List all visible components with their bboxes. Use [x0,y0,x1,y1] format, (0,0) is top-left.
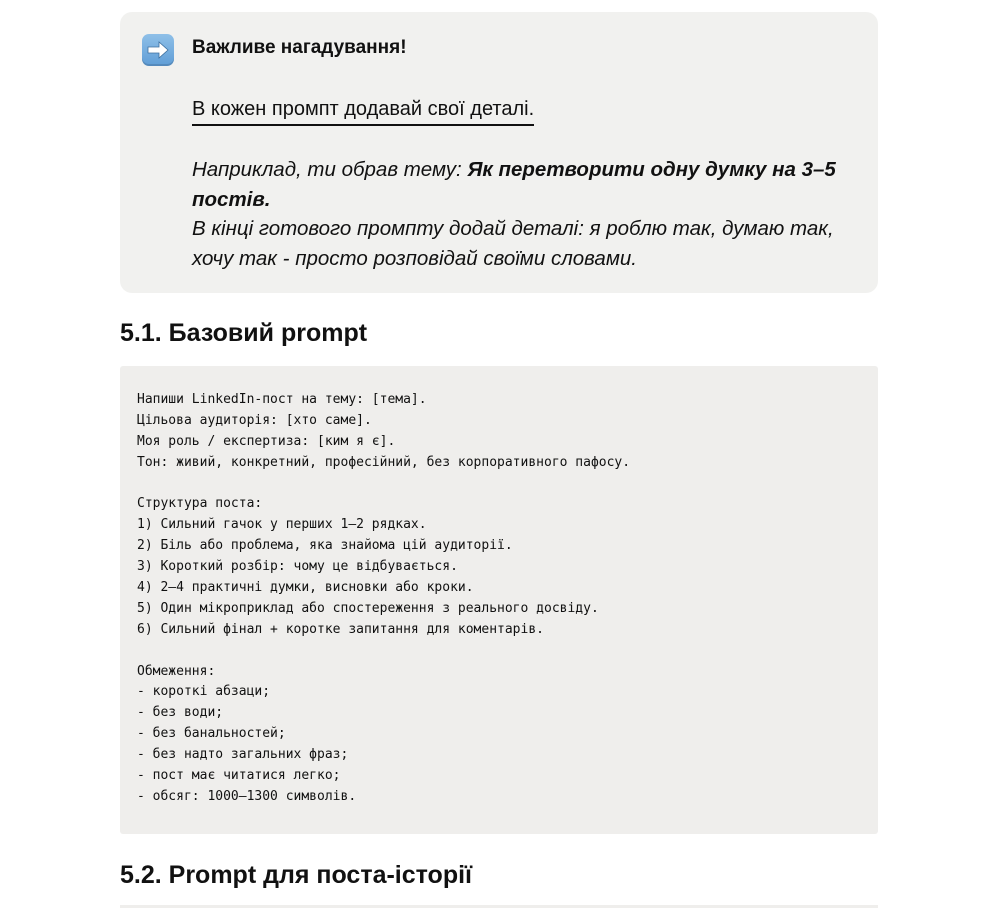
code-line: 4) 2–4 практичні думки, висновки або кроки. [137,580,474,596]
callout-title: Важливе нагадування! [192,37,407,58]
code-block-basic-prompt[interactable] [120,366,878,834]
code-line: Структура поста: [137,496,263,512]
reminder-callout [120,12,878,293]
example-prefix: Наприклад, ти обрав тему: [192,158,468,181]
code-line: - пост має читатися легко; [137,768,341,784]
section-heading-basic-prompt: 5.1. Базовий prompt [120,319,368,347]
callout-tip: В кожен промпт додавай свої деталі. [192,96,534,126]
code-line [137,641,862,662]
code-line: 2) Біль або проблема, яка знайома цій аудиторії. [137,538,513,554]
code-line: Напиши LinkedIn-пост на тему: [тема]. [137,392,427,407]
callout-example [192,155,852,273]
code-line: Обмеження: [137,663,216,679]
code-line: - короткі абзаци; [137,684,271,700]
example-rest: В кінці готового промпту додай деталі: я роблю так, думаю так, хочу так - просто розповідай своїми словами. [192,217,834,270]
code-line: 5) Один мікроприклад або спостереження з реального досвіду. [137,600,599,616]
code-line: - обсяг: 1000–1300 символів. [137,788,357,804]
code-line: 6) Сильний фінал + коротке запитання для коментарів. [137,621,544,637]
code-line: 1) Сильний гачок у перших 1–2 рядках. [137,517,427,533]
code-line: Моя роль / експертиза: [ким я є]. [137,433,396,449]
code-line: Цільова аудиторія: [хто саме]. [137,412,372,428]
code-line: - без води; [137,705,224,721]
section-heading-story-prompt: 5.2. Prompt для поста-історії [120,861,473,889]
code-line: 3) Короткий розбір: чому це відбувається. [137,559,458,575]
code-line [137,474,862,495]
code-line: - без надто загальних фраз; [137,747,349,763]
code-line: Тон: живий, конкретний, професійний, без корпоративного пафосу. [137,454,631,470]
code-line: - без банальностей; [137,726,286,742]
example-topic: Як перетворити одну думку на 3–5 постів. [192,158,836,211]
right-arrow-icon [142,34,174,66]
